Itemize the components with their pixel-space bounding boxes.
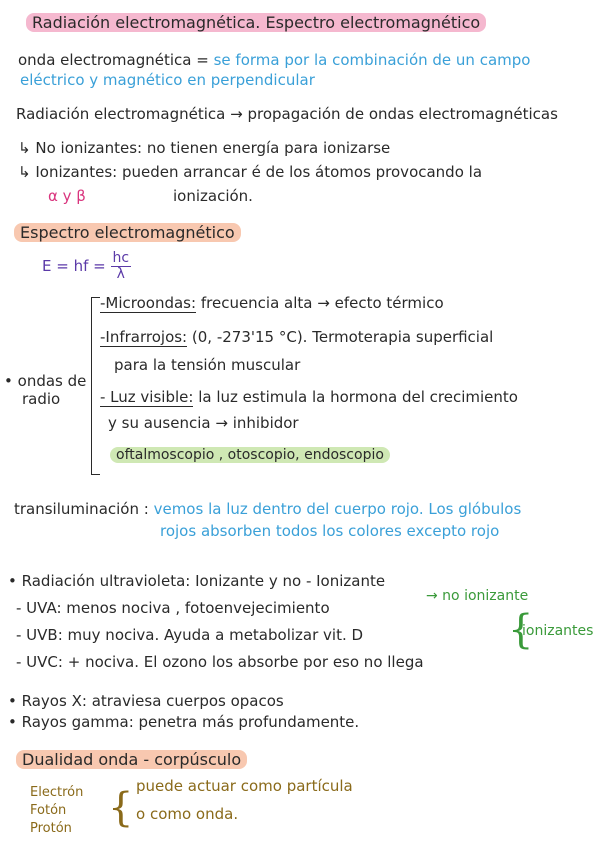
ondas-radio-bracket <box>91 297 100 475</box>
dualidad-brace: { <box>108 785 134 831</box>
dualidad-item: Fotón <box>30 803 67 818</box>
dualidad-heading: Dualidad onda - corpúsculo <box>16 750 247 770</box>
ionizantes-def-2: ionización. <box>173 187 253 205</box>
arrow-icon: ↳ <box>18 163 31 181</box>
bullet: • <box>8 572 17 590</box>
ionizantes-brace: { <box>508 607 534 653</box>
espectro-heading: Espectro electromagnético <box>14 223 241 243</box>
radiacion-em-line <box>16 104 558 124</box>
onda-em-line-1 <box>18 50 530 70</box>
luz-visible-label: - Luz visible: <box>100 388 194 406</box>
microondas-label: -Microondas: <box>100 294 197 312</box>
ultravioleta-label: Radiación ultravioleta: <box>21 572 191 590</box>
dualidad-def-2: o como onda. <box>136 805 239 823</box>
uva-def: menos nociva , fotoenvejecimiento <box>66 599 330 617</box>
ionizantes-label: Ionizantes: <box>35 163 118 181</box>
no-ionizantes-def: no tienen energía para ionizarse <box>146 139 391 157</box>
rayos-gamma-label: Rayos gamma: <box>21 713 134 731</box>
uvb-label: - UVB: <box>16 626 63 644</box>
microondas-line <box>100 293 444 313</box>
uvb-line <box>16 625 363 645</box>
radiacion-em-label: Radiación electromagnética → <box>16 105 243 123</box>
dualidad-def-1: puede actuar como partícula <box>136 777 353 795</box>
luz-visible-line <box>100 387 518 407</box>
transiluminacion-def-1: vemos la luz dentro del cuerpo rojo. Los glóbulos <box>153 500 522 518</box>
ultravioleta-def: Ionizante y no - Ionizante <box>195 572 386 590</box>
energy-formula <box>42 250 131 284</box>
microondas-def: frecuencia alta → efecto térmico <box>200 294 444 312</box>
ultravioleta-line <box>8 571 385 591</box>
formula-fraction <box>111 251 132 282</box>
infrarrojos-def: (0, -273'15 °C). Termoterapia superficial <box>191 328 494 346</box>
dualidad-item: Electrón <box>30 785 84 800</box>
arrow-icon: ↳ <box>18 139 31 157</box>
infrarrojos-def-2: para la tensión muscular <box>114 356 301 374</box>
uva-label: - UVA: <box>16 599 62 617</box>
onda-em-def-2: eléctrico y magnético en perpendicular <box>20 71 315 89</box>
formula-left: E = hf = <box>42 257 106 275</box>
rayos-gamma-line <box>8 712 359 732</box>
ionizantes-line <box>18 162 482 182</box>
ionizantes-note: ionizantes <box>522 623 594 639</box>
bullet: • <box>8 713 17 731</box>
uvc-def: + nociva. El ozono los absorbe por eso no llega <box>67 653 424 671</box>
radiacion-em-def: propagación de ondas electromagnéticas <box>247 105 558 123</box>
no-ionizantes-label: No ionizantes: <box>35 139 143 157</box>
transiluminacion-label: transiluminación : <box>14 500 149 518</box>
ondas-radio-label-2: radio <box>22 390 61 408</box>
luz-visible-def-2: y su ausencia → inhibidor <box>108 414 299 432</box>
bullet: • <box>8 692 17 710</box>
ionizantes-def-1: pueden arrancar é de los átomos provocando la <box>121 163 483 181</box>
uvc-label: - UVC: <box>16 653 63 671</box>
ondas-radio-label-1: • ondas de <box>4 372 87 390</box>
bullet: • <box>4 372 13 390</box>
dualidad-item: Protón <box>30 821 72 836</box>
onda-em-def-1: se forma por la combinación de un campo <box>213 51 531 69</box>
formula-denominator: λ <box>116 266 125 282</box>
transiluminacion-def-2: rojos absorben todos los colores excepto rojo <box>160 522 500 540</box>
infrarrojos-label: -Infrarrojos: <box>100 328 188 346</box>
instrumentos-line: oftalmoscopio , otoscopio, endoscopio <box>110 445 390 465</box>
uva-line <box>16 598 330 618</box>
uvc-line <box>16 652 424 672</box>
infrarrojos-line <box>100 327 493 347</box>
no-ionizantes-line <box>18 138 390 158</box>
page-title: Radiación electromagnética. Espectro electromagnético <box>26 13 486 33</box>
alpha-beta: α y β <box>48 187 86 205</box>
rayos-gamma-def: penetra más profundamente. <box>138 713 360 731</box>
rayos-x-label: Rayos X: <box>21 692 87 710</box>
rayos-x-def: atraviesa cuerpos opacos <box>91 692 284 710</box>
rayos-x-line <box>8 691 284 711</box>
luz-visible-def: la luz estimula la hormona del crecimiento <box>198 388 518 406</box>
onda-em-label: onda electromagnética = <box>18 51 209 69</box>
formula-numerator: hc <box>112 250 130 266</box>
uva-note: → no ionizante <box>426 588 529 604</box>
uvb-def: muy nociva. Ayuda a metabolizar vit. D <box>67 626 364 644</box>
transiluminacion-line-1 <box>14 499 521 519</box>
